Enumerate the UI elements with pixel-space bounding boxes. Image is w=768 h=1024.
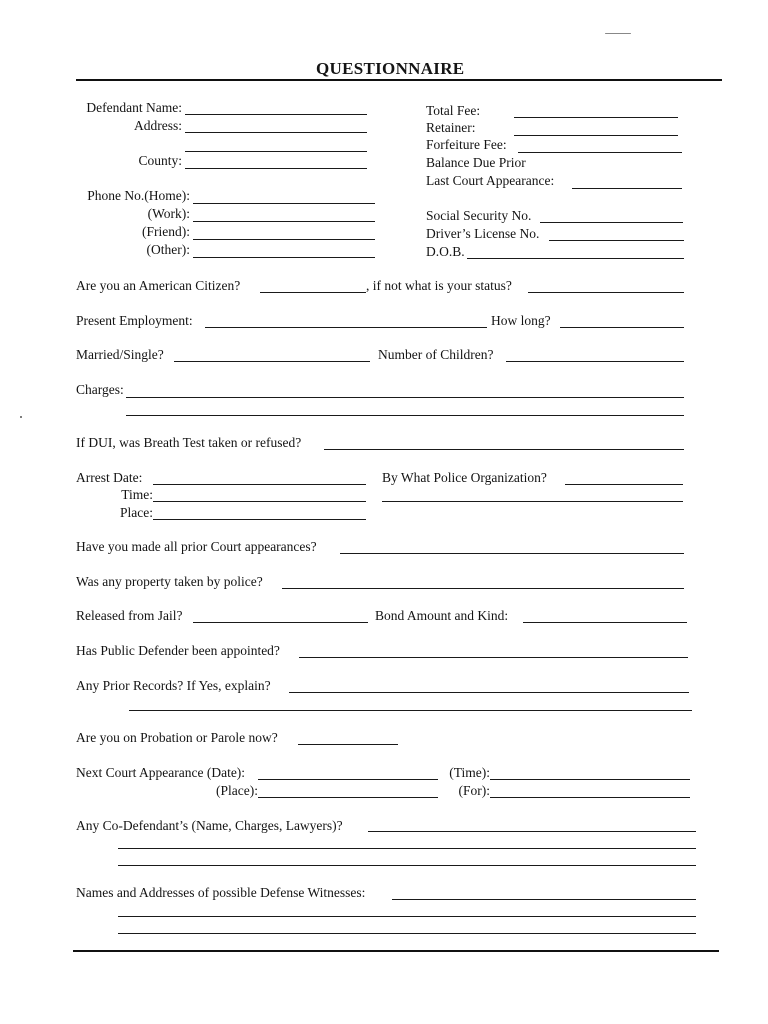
defendant-name-field[interactable] (185, 114, 367, 115)
scan-dot (20, 416, 22, 418)
county-label: County: (138, 153, 182, 168)
dui-field[interactable] (324, 449, 684, 450)
citizen-label: Are you an American Citizen? (76, 278, 241, 293)
balance-due-label: Balance Due Prior (426, 155, 526, 170)
how-long-field[interactable] (560, 327, 684, 328)
employment-label: Present Employment: (76, 313, 193, 328)
children-label: Number of Children? (378, 347, 494, 362)
public-defender-label: Has Public Defender been appointed? (76, 643, 280, 658)
phone-friend-label: (Friend): (142, 224, 190, 239)
prior-records-label: Any Prior Records? If Yes, explain? (76, 678, 271, 693)
next-court-time-field[interactable] (490, 779, 690, 780)
status-label: , if not what is your status? (366, 278, 512, 293)
last-court-label: Last Court Appearance: (426, 173, 555, 188)
married-field[interactable] (174, 361, 370, 362)
next-court-time-label: (Time): (449, 765, 490, 780)
page-title: QUESTIONNAIRE (316, 59, 465, 78)
released-label: Released from Jail? (76, 608, 183, 623)
phone-home-label: Phone No.(Home): (87, 188, 190, 203)
prior-appearances-field[interactable] (340, 553, 684, 554)
retainer-field[interactable] (514, 135, 678, 136)
drivers-license-label: Driver’s License No. (426, 226, 540, 241)
arrest-time-field[interactable] (153, 501, 366, 502)
police-org-field[interactable] (565, 484, 683, 485)
dui-label: If DUI, was Breath Test taken or refused? (76, 435, 302, 450)
forfeiture-fee-field[interactable] (518, 152, 682, 153)
status-field[interactable] (528, 292, 684, 293)
arrest-time-label: Time: (121, 487, 153, 502)
total-fee-label: Total Fee: (426, 103, 481, 118)
arrest-date-field[interactable] (153, 484, 366, 485)
phone-friend-field[interactable] (193, 239, 375, 240)
next-court-place-label: (Place): (216, 783, 258, 798)
married-label: Married/Single? (76, 347, 164, 362)
released-field[interactable] (193, 622, 368, 623)
address-label: Address: (134, 118, 182, 133)
public-defender-field[interactable] (299, 657, 688, 658)
dob-label: D.O.B. (426, 244, 465, 259)
next-court-date-label: Next Court Appearance (Date): (76, 765, 246, 780)
dob-field[interactable] (467, 258, 684, 259)
phone-work-label: (Work): (147, 206, 190, 221)
phone-other-label: (Other): (146, 242, 190, 257)
bond-field[interactable] (523, 622, 687, 623)
citizen-field[interactable] (260, 292, 366, 293)
next-court-date-field[interactable] (258, 779, 438, 780)
co-defendant-field-3[interactable] (118, 865, 696, 866)
charges-field-1[interactable] (126, 397, 684, 398)
defendant-name-label: Defendant Name: (86, 100, 182, 115)
children-field[interactable] (506, 361, 684, 362)
arrest-date-label: Arrest Date: (76, 470, 143, 485)
police-org-field-2[interactable] (382, 501, 683, 502)
title-rule (76, 79, 722, 81)
address-field-2[interactable] (185, 151, 367, 152)
charges-field-2[interactable] (126, 415, 684, 416)
co-defendant-label: Any Co-Defendant’s (Name, Charges, Lawyers)? (76, 818, 343, 833)
phone-other-field[interactable] (193, 257, 375, 258)
ssn-label: Social Security No. (426, 208, 532, 223)
total-fee-field[interactable] (514, 117, 678, 118)
how-long-label: How long? (491, 313, 551, 328)
bottom-rule (73, 950, 719, 952)
probation-label: Are you on Probation or Parole now? (76, 730, 278, 745)
drivers-license-field[interactable] (549, 240, 684, 241)
arrest-place-field[interactable] (153, 519, 366, 520)
witnesses-label: Names and Addresses of possible Defense Witnesses: (76, 885, 366, 900)
witnesses-field-2[interactable] (118, 916, 696, 917)
police-org-label: By What Police Organization? (382, 470, 547, 485)
property-label: Was any property taken by police? (76, 574, 263, 589)
charges-label: Charges: (76, 382, 124, 397)
phone-work-field[interactable] (193, 221, 375, 222)
prior-records-field-2[interactable] (129, 710, 692, 711)
arrest-place-label: Place: (120, 505, 153, 520)
scan-mark (605, 33, 631, 34)
co-defendant-field-1[interactable] (368, 831, 696, 832)
address-field-1[interactable] (185, 132, 367, 133)
retainer-label: Retainer: (426, 120, 476, 135)
bond-label: Bond Amount and Kind: (375, 608, 509, 623)
next-court-for-field[interactable] (490, 797, 690, 798)
county-field[interactable] (185, 168, 367, 169)
ssn-field[interactable] (540, 222, 683, 223)
property-field[interactable] (282, 588, 684, 589)
witnesses-field-3[interactable] (118, 933, 696, 934)
prior-records-field-1[interactable] (289, 692, 689, 693)
employment-field[interactable] (205, 327, 487, 328)
probation-field[interactable] (298, 744, 398, 745)
last-court-field[interactable] (572, 188, 682, 189)
prior-appearances-label: Have you made all prior Court appearances? (76, 539, 317, 554)
phone-home-field[interactable] (193, 203, 375, 204)
next-court-for-label: (For): (458, 783, 490, 798)
witnesses-field-1[interactable] (392, 899, 696, 900)
next-court-place-field[interactable] (258, 797, 438, 798)
forfeiture-fee-label: Forfeiture Fee: (426, 137, 507, 152)
co-defendant-field-2[interactable] (118, 848, 696, 849)
